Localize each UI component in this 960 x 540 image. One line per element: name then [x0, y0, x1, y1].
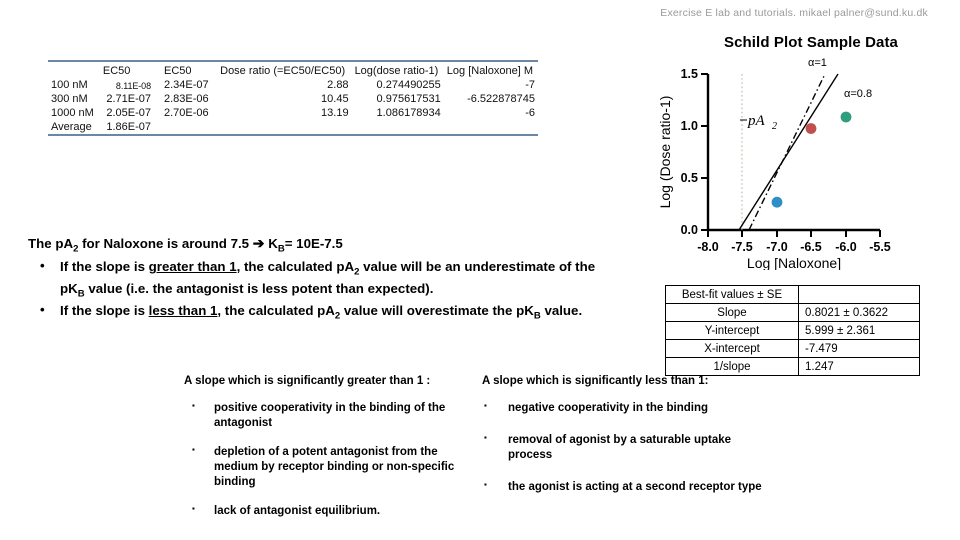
- fit-table-row: [666, 322, 920, 340]
- cell-ec50-b: 2.34E-07: [163, 79, 209, 91]
- list-item: [474, 480, 764, 495]
- x-tick-labels: [697, 240, 891, 254]
- fit-row-key: Slope: [666, 304, 799, 322]
- fit-row-value: 5.999 ± 2.361: [799, 322, 920, 340]
- cell-ec50-a: 2.71E-07: [106, 93, 151, 105]
- greater-than-one-column: [178, 374, 478, 533]
- list-item-text: lack of antagonist equilibrium.: [214, 504, 381, 517]
- bullet-text-p3: value will overestimate the pK: [340, 302, 534, 318]
- list-item: [178, 445, 478, 490]
- y-tick-label: 0.5: [680, 171, 698, 185]
- ec50-data-table: [48, 60, 538, 138]
- pa2-statement-block: [28, 234, 608, 323]
- column-bullet-list: [178, 401, 478, 519]
- chart-title: Schild Plot Sample Data: [723, 34, 898, 51]
- table-row: [48, 106, 538, 120]
- fit-table-row: [666, 340, 920, 358]
- statement-text-b: for Naloxone is around 7.5: [78, 236, 253, 251]
- bullet-glyph: •: [40, 301, 45, 317]
- alpha-08-fit-line: [739, 74, 838, 230]
- header-cell-dose-ratio: Dose ratio (=EC50/EC50): [220, 65, 346, 77]
- x-tick-label: -5.5: [869, 240, 891, 254]
- cell-ec50-b: 2.83E-06: [163, 93, 209, 105]
- cell-dose-ratio: 13.19: [321, 107, 349, 119]
- cell-ec50-b: 2.70E-06: [163, 107, 209, 119]
- cell-ec50-b: [154, 120, 217, 135]
- cell-dose-ratio: 10.45: [321, 93, 349, 105]
- statement-sub-b: B: [277, 243, 285, 255]
- bullet-text-p2: , the calculated pA: [217, 302, 335, 318]
- bullet-glyph: ▪: [192, 400, 195, 410]
- alpha-1-line-label: α=1: [808, 57, 827, 69]
- row-label: 300 nM: [51, 93, 88, 105]
- cell-log-naloxone: -6: [525, 107, 535, 119]
- bullet-text-p3: value will be an underestimate of the pK: [60, 259, 596, 296]
- bullet-glyph: •: [40, 258, 45, 274]
- row-label: 1000 nM: [51, 107, 94, 119]
- y-tick-label: 1.5: [680, 67, 698, 81]
- header-cell-log-dose-ratio: Log(dose ratio-1): [354, 65, 439, 77]
- list-item-text: the agonist is acting at a second receptor type: [508, 480, 762, 493]
- statement-text-c: K: [264, 236, 278, 251]
- alpha-1-fit-line: [749, 74, 825, 230]
- fit-table-header-row: [666, 286, 920, 304]
- fit-row-value: 1.247: [799, 358, 920, 376]
- data-point: [841, 112, 852, 123]
- bullet-text-p4: value.: [540, 302, 583, 318]
- statement-text-d: = 10E-7.5: [284, 236, 343, 251]
- schild-plot-svg: [648, 52, 954, 270]
- best-fit-values-table: [665, 285, 920, 376]
- cell-log-naloxone: -6.522878745: [467, 93, 535, 105]
- bullet-sub-2: 2: [354, 266, 360, 278]
- column-heading: A slope which is significantly less than 1:: [482, 375, 709, 387]
- bullet-underline: less than 1: [148, 302, 218, 318]
- cell-log-dose-ratio: 1.086178934: [376, 107, 441, 119]
- cell-log-dose-ratio: 0.274490255: [376, 79, 441, 91]
- fit-row-value: -7.479: [799, 340, 920, 358]
- x-tick-label: -7.5: [731, 240, 753, 254]
- statement-bullet-item: [28, 258, 608, 301]
- table-row: [48, 78, 538, 92]
- y-tick-label: 0.0: [680, 223, 698, 237]
- bullet-glyph: ▪: [192, 444, 195, 454]
- column-bullet-list: [474, 401, 764, 495]
- data-point: [772, 197, 783, 208]
- fit-row-value: [799, 286, 920, 304]
- cell-ec50-a: 2.05E-07: [106, 107, 151, 119]
- table-row-average: [48, 120, 538, 135]
- bullet-text-p2: , the calculated pA: [236, 259, 355, 275]
- list-item: [474, 433, 764, 463]
- fit-row-value: 0.8021 ± 0.3622: [799, 304, 920, 322]
- fit-row-key: Best-fit values ± SE: [666, 286, 799, 304]
- header-note: Exercise E lab and tutorials. mikael palner@sund.ku.dk: [660, 7, 928, 19]
- list-item-text: depletion of a potent antagonist from the medium by receptor binding or non-specific binding: [214, 445, 455, 488]
- fit-row-key: 1/slope: [666, 358, 799, 376]
- x-tick-label: -6.0: [835, 240, 857, 254]
- cell-dose-ratio: [217, 120, 351, 135]
- cell-dose-ratio: 2.88: [327, 79, 349, 91]
- table-header-row: [48, 64, 538, 78]
- bullet-text-p1: If the slope is: [60, 259, 149, 275]
- pa2-statement-headline: [28, 234, 608, 256]
- fit-row-key: X-intercept: [666, 340, 799, 358]
- cell-ec50-a: 1.86E-07: [106, 121, 151, 133]
- list-item: [178, 504, 478, 519]
- header-cell-ec50-a: EC50: [102, 65, 131, 77]
- header-cell-ec50-b: EC50: [163, 65, 192, 77]
- fit-table-row: [666, 358, 920, 376]
- list-item-text: positive cooperativity in the binding of the antagonist: [214, 401, 446, 429]
- statement-bullet-item: [28, 302, 608, 323]
- list-item-text: negative cooperativity in the binding: [508, 401, 708, 414]
- cell-log-dose-ratio: 0.975617531: [376, 93, 441, 105]
- pa2-annotation: [740, 113, 777, 132]
- fit-row-key: Y-intercept: [666, 322, 799, 340]
- arrow-icon: ➔: [252, 235, 265, 251]
- row-label: Average: [51, 121, 92, 133]
- statement-sub-2: 2: [73, 243, 79, 255]
- data-point: [806, 123, 817, 134]
- schild-plot-figure: [648, 34, 954, 270]
- y-tick-label: 1.0: [680, 119, 698, 133]
- bullet-glyph: ▪: [484, 400, 487, 410]
- x-tick-label: -8.0: [697, 240, 719, 254]
- y-axis-label: Log (Dose ratio-1): [657, 95, 673, 209]
- list-item: [474, 401, 764, 416]
- bullet-sub-2: 2: [334, 310, 341, 322]
- pa2-annotation-sub: 2: [772, 121, 777, 132]
- header-cell-blank: [48, 64, 100, 78]
- alpha-08-line-label: α=0.8: [844, 88, 873, 100]
- list-item-text: removal of agonist by a saturable uptake process: [508, 433, 732, 461]
- cell-log-dose-ratio: [352, 120, 444, 135]
- cell-log-naloxone: [444, 120, 538, 135]
- bullet-sub-b: B: [77, 288, 85, 300]
- column-heading: A slope which is significantly greater than 1 :: [184, 375, 431, 387]
- bullet-text-p1: If the slope is: [60, 302, 149, 318]
- header-cell-log-naloxone: Log [Naloxone] M: [446, 65, 533, 77]
- x-tick-label: -7.0: [766, 240, 788, 254]
- bullet-glyph: ▪: [484, 432, 487, 442]
- fit-table-row: [666, 304, 920, 322]
- table-bottom-rule: [48, 135, 538, 138]
- row-label: 100 nM: [51, 79, 88, 91]
- bullet-glyph: ▪: [192, 503, 195, 513]
- bullet-text-p4: value (i.e. the antagonist is less potent than expected).: [84, 280, 434, 296]
- y-tick-labels: [681, 67, 698, 237]
- bullet-glyph: ▪: [484, 479, 487, 489]
- less-than-one-column: [474, 374, 764, 512]
- x-axis-label: Log [Naloxone]: [746, 255, 842, 270]
- bullet-sub-b: B: [533, 310, 541, 322]
- table-row: [48, 92, 538, 106]
- cell-log-naloxone: -7: [525, 79, 535, 91]
- cell-ec50-a: 8.11E-08: [115, 81, 151, 91]
- statement-text-a: The pA: [28, 236, 74, 251]
- statement-bullet-list: [28, 258, 608, 323]
- list-item: [178, 401, 478, 431]
- x-tick-label: -6.5: [800, 240, 822, 254]
- bullet-underline: greater than 1: [148, 259, 237, 275]
- pa2-annotation-text: pA: [748, 113, 765, 129]
